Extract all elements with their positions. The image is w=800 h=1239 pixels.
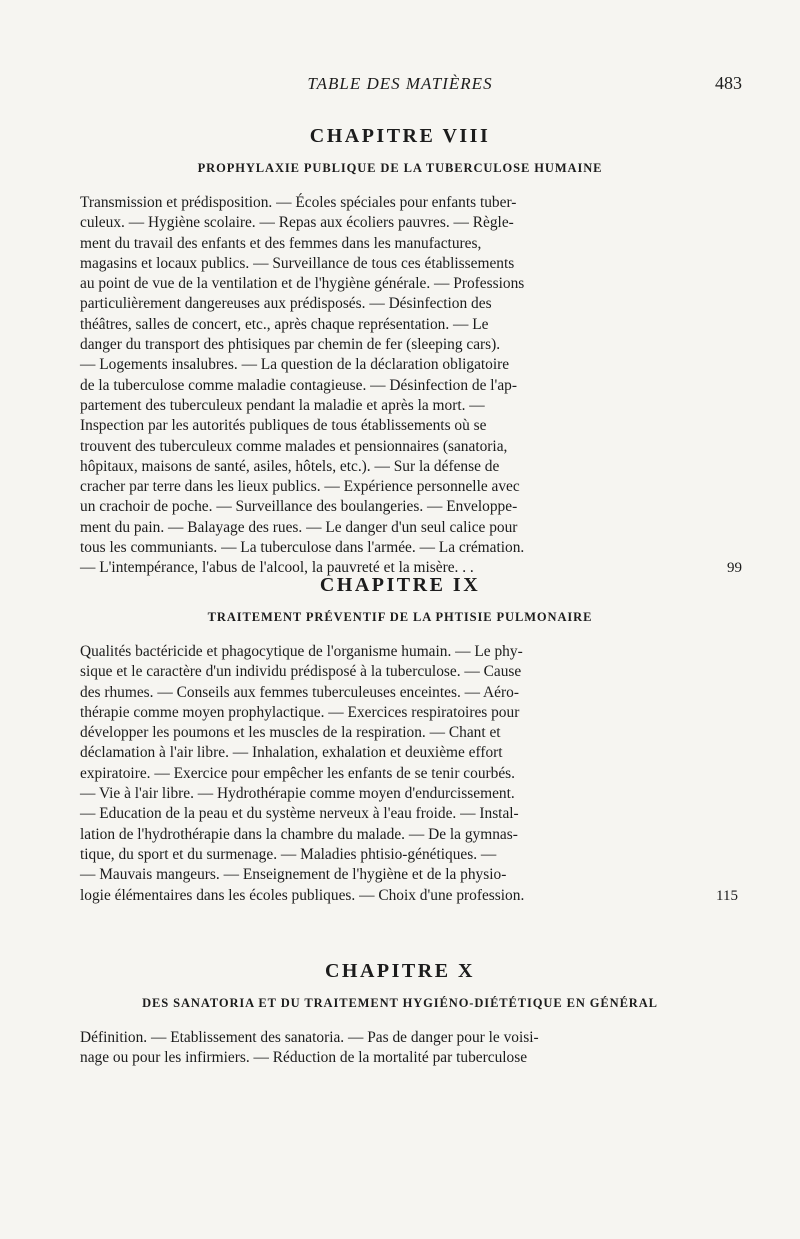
summary-line-text: expiratoire. — Exercice pour empêcher les enfants de se tenir courbés. [80, 764, 516, 782]
summary-line [0, 723, 800, 743]
summary-line-text: des rhumes. — Conseils aux femmes tuberculeuses enceintes. — Aéro- [80, 683, 519, 701]
summary-line [0, 274, 800, 294]
summary-line-text: Inspection par les autorités publiques de tous établissements où se [80, 417, 487, 435]
summary-line-text: logie élémentaires dans les écoles publiques. — Choix d'une profession. [80, 886, 525, 904]
summary-line-text: — L'intempérance, l'abus de l'alcool, la pauvreté et la misère. . . [80, 559, 474, 577]
summary-line-text: magasins et locaux publics. — Surveillance de tous ces établissements [80, 254, 515, 272]
summary-line [0, 825, 800, 845]
summary-line [0, 538, 800, 558]
summary-line [0, 1048, 800, 1068]
summary-line [0, 886, 800, 906]
summary-line-text: un crachoir de poche. — Surveillance des boulangeries. — Enveloppe- [80, 498, 518, 516]
summary-line [0, 703, 800, 723]
summary-line [0, 396, 800, 416]
chapter-summary [0, 642, 800, 906]
summary-line [0, 1028, 800, 1048]
summary-line [0, 518, 800, 538]
chapter-subtitle: TRAITEMENT PRÉVENTIF DE LA PHTISIE PULMONAIRE [207, 610, 593, 624]
summary-line-text: nage ou pour les infirmiers. — Réduction de la mortalité par tuberculose [80, 1049, 528, 1067]
summary-line-text: — Vie à l'air libre. — Hydrothérapie comme moyen d'endurcissement. [80, 785, 515, 803]
chapter-summary [0, 193, 800, 579]
summary-line-text: hôpitaux, maisons de santé, asiles, hôtels, etc.). — Sur la défense de [80, 457, 500, 475]
summary-line [0, 683, 800, 703]
running-header [0, 72, 800, 96]
summary-line [0, 804, 800, 824]
summary-line [0, 193, 800, 213]
summary-line-text: partement des tuberculeux pendant la maladie et après la mort. — [80, 396, 485, 414]
summary-line [0, 376, 800, 396]
chapter-subtitle: DES SANATORIA ET DU TRAITEMENT HYGIÉNO-DIÉTÉTIQUE EN GÉNÉRAL [142, 996, 658, 1010]
summary-line [0, 865, 800, 885]
chapter-heading: CHAPITRE VIII [309, 125, 491, 147]
summary-line [0, 764, 800, 784]
summary-line-text: trouvent des tuberculeux comme malades et pensionnaires (sanatoria, [80, 437, 508, 455]
summary-line [0, 355, 800, 375]
summary-line [0, 662, 800, 682]
summary-line-text: tous les communiants. — La tuberculose dans l'armée. — La crémation. [80, 539, 525, 557]
summary-line-text: de la tuberculose comme maladie contagieuse. — Désinfection de l'ap- [80, 376, 517, 394]
chapter-viii [0, 125, 800, 579]
summary-line-text: Définition. — Etablissement des sanatoria. — Pas de danger pour le voisi- [80, 1029, 539, 1046]
chapter-heading: CHAPITRE X [324, 960, 475, 982]
page-number: 483 [715, 73, 742, 93]
summary-line [0, 437, 800, 457]
summary-line-text: ment du travail des enfants et des femmes dans les manufactures, [80, 234, 482, 252]
summary-line [0, 254, 800, 274]
summary-line-text: sique et le caractère d'un individu prédisposé à la tuberculose. — Cause [80, 663, 522, 681]
summary-line-text: danger du transport des phtisiques par chemin de fer (sleeping cars). [80, 336, 501, 354]
chapter-summary [0, 1028, 800, 1069]
summary-line-text: au point de vue de la ventilation et de l'hygiène générale. — Professions [80, 275, 525, 293]
summary-line-text: culeux. — Hygiène scolaire. — Repas aux écoliers pauvres. — Règle- [80, 214, 514, 232]
summary-line-text: tique, du sport et du surmenage. — Maladies phtisio-génétiques. — [80, 845, 497, 863]
summary-line-text: théâtres, salles de concert, etc., après chaque représentation. — Le [80, 315, 489, 333]
page-reference: 99 [727, 560, 742, 577]
summary-line [0, 335, 800, 355]
summary-line-text: développer les poumons et les muscles de la respiration. — Chant et [80, 724, 501, 742]
summary-line-text: ment du pain. — Balayage des rues. — Le danger d'un seul calice pour [80, 518, 518, 536]
page-reference: 115 [716, 887, 738, 904]
chapter-ix [0, 574, 800, 906]
summary-line [0, 457, 800, 477]
summary-line [0, 315, 800, 335]
summary-line [0, 477, 800, 497]
chapter-subtitle: PROPHYLAXIE PUBLIQUE DE LA TUBERCULOSE HUMAINE [197, 161, 603, 175]
summary-line-text: cracher par terre dans les lieux publics. — Expérience personnelle avec [80, 478, 520, 496]
summary-line-text: thérapie comme moyen prophylactique. — Exercices respiratoires pour [80, 703, 520, 721]
summary-line [0, 416, 800, 436]
summary-line-text: Qualités bactéricide et phagocytique de l'organisme humain. — Le phy- [80, 643, 523, 660]
summary-line [0, 743, 800, 763]
summary-line-text: — Logements insalubres. — La question de la déclaration obligatoire [80, 356, 510, 374]
chapter-x [0, 960, 800, 1069]
chapter-heading: CHAPITRE IX [319, 574, 481, 596]
summary-line [0, 497, 800, 517]
summary-line [0, 784, 800, 804]
summary-line [0, 213, 800, 233]
summary-line-text: Transmission et prédisposition. — Écoles spéciales pour enfants tuber- [80, 194, 517, 211]
summary-line [0, 294, 800, 314]
summary-line-text: déclamation à l'air libre. — Inhalation, exhalation et deuxième effort [80, 744, 503, 762]
running-title: TABLE DES MATIÈRES [307, 74, 493, 93]
summary-line [0, 234, 800, 254]
summary-line [0, 642, 800, 662]
summary-line [0, 845, 800, 865]
summary-line-text: — Mauvais mangeurs. — Enseignement de l'hygiène et de la physio- [80, 866, 507, 884]
summary-line-text: particulièrement dangereuses aux prédisposés. — Désinfection des [80, 295, 492, 313]
summary-line-text: — Education de la peau et du système nerveux à l'eau froide. — Instal- [80, 805, 519, 823]
summary-line-text: lation de l'hydrothérapie dans la chambre du malade. — De la gymnas- [80, 825, 518, 843]
